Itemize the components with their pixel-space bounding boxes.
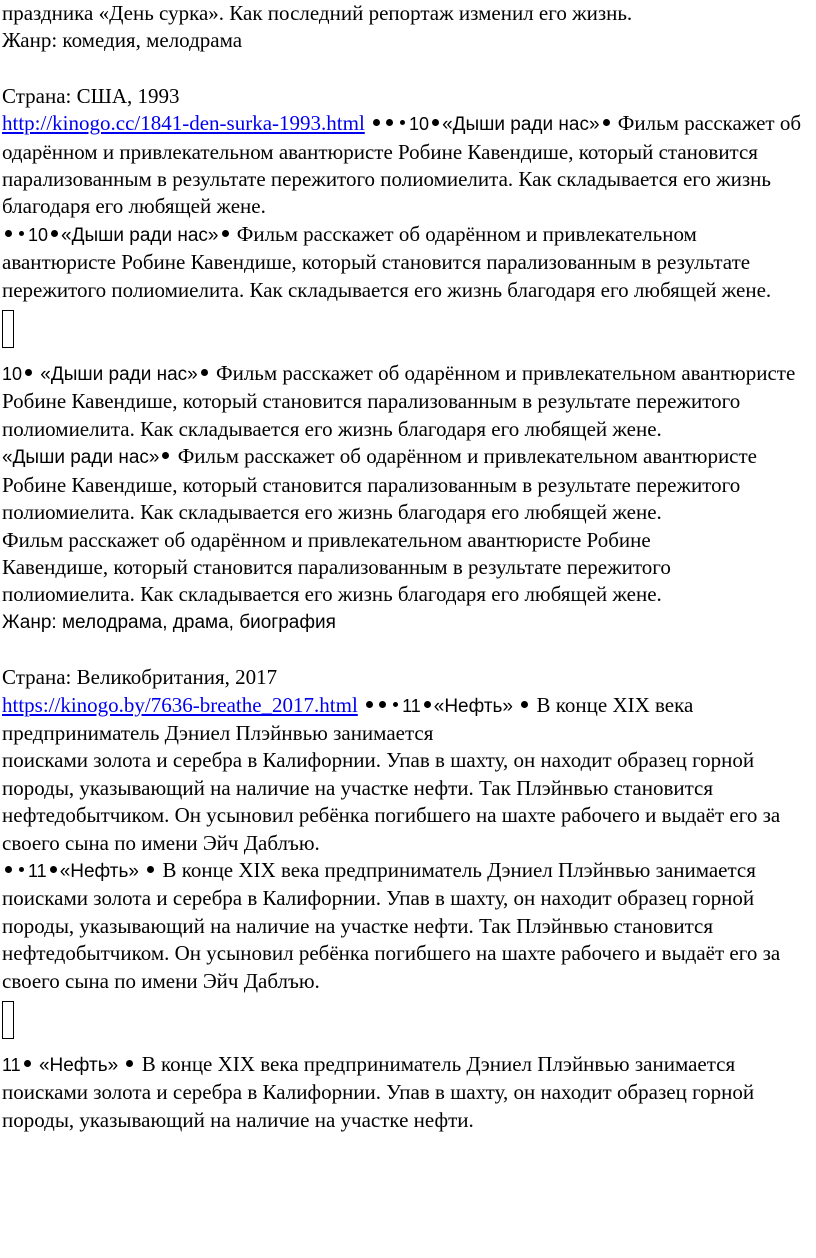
film-description: В конце XIX века предприниматель Дэниел Плэйнвью занимается поисками золота и серебра в Калифорнии. Упав в шахту, он находит образец горной породы, указывающий на наличие на участке нефти. Так Плэйнвью становится нефтедобытчиком. Он усыновил ребёнка погибшего на шахте рабочего и выдаёт его за своего сына по имени Эйч Даблъю. [2,857,781,993]
film-title: «Нефть» [433,695,513,717]
link-breathe[interactable]: https://kinogo.by/7636-breathe_2017.html [2,692,358,717]
genre-line-1: Жанр: комедия, мелодрама [2,28,243,53]
film-entry-breathe-4 [2,443,816,526]
bullet-icon [19,867,24,872]
bullet-icon [51,230,58,237]
blank-line [2,55,816,83]
bullet-icon [5,230,12,237]
film-entry-oil-1 [2,692,816,857]
film-entry-breathe-2 [2,221,816,304]
film-entry-oil-2 [2,857,816,995]
rank-number: 10 [2,364,23,385]
rank-number: 10 [28,224,49,245]
bullet-icon [5,866,12,873]
film-entry-oil-3 [2,1051,816,1134]
film-entry-breathe-1 [2,110,816,221]
bullet-icon [201,369,208,376]
link-groundhog-day[interactable]: http://kinogo.cc/1841-den-surka-1993.html [2,111,365,136]
film-title: «Нефть» [38,1055,119,1076]
film-entry-breathe-5: Фильм расскажет об одарённом и привлекательном авантюристе Робине Кавендише, который становится парализованным в результате пережитого полиомиелита. Как складывается его жизнь благодаря его любящей жене. [2,527,671,607]
bullet-icon [393,702,398,707]
bullet-icon [424,701,431,708]
film-description: Фильм расскажет об одарённом и привлекательном авантюристе Робине Кавендише, который становится парализованным в результате пережитого полиомиелита. Как складывается его жизнь благодаря его любящей жене. [2,361,796,441]
bullet-icon [432,119,439,126]
film-description-part2: поисками золота и серебра в Калифорнии. Упав в шахту, он находит образец горной породы, указывающий на наличие на участке нефти. Так Плэйнвью становится нефтедобытчиком. Он усыновил ребёнка погибшего на шахте рабочего и выдаёт его за своего сына по имени Эйч Даблъю. [2,748,781,855]
blank-line [2,636,816,664]
bullet-icon [373,119,380,126]
bullet-icon [147,866,154,873]
bullet-icon [603,119,610,126]
film-description-part1: В конце XIX века предприниматель Дэниел Плэйнвью занимается [2,692,694,745]
bullet-icon [25,369,32,376]
bullet-icon [400,120,405,125]
bullet-icon [379,701,386,708]
country-line-2: Страна: Великобритания, 2017 [2,665,278,690]
film-description: В конце XIX века предприниматель Дэниел Плэйнвью занимается поисками золота и серебра в Калифорнии. Упав в шахту, он находит образец горной породы, указывающий на наличие на участке нефти. [2,1052,755,1132]
bullet-icon [366,701,373,708]
film-title: «Дыши ради нас» [442,114,600,136]
film-title: «Нефть» [59,860,139,882]
film-title: «Дыши ради нас» [40,364,198,386]
film-title: «Дыши ради нас» [61,224,219,246]
genre-line-2: Жанр: мелодрама, драма, биография [2,611,336,633]
film-description: Фильм расскажет об одарённом и привлекательном авантюристе Робине Кавендише, который становится парализованным в результате пережитого полиомиелита. Как складывается его жизнь благодаря его любящей жене. [2,444,758,525]
rank-number: 11 [402,695,421,716]
country-line-1: Страна: США, 1993 [2,83,180,108]
bullet-icon [24,1060,31,1067]
bullet-icon [126,1060,133,1067]
bullet-icon [222,230,229,237]
bullet-icon [162,452,169,459]
bullet-icon [521,701,528,708]
empty-frame-box [2,310,14,348]
empty-frame-box [2,1001,14,1039]
bullet-icon [19,231,24,236]
paragraph-intro-end: праздника «День сурка». Как последний репортаж изменил его жизнь. [2,1,633,25]
film-description: Фильм расскажет об одарённом и привлекательном авантюристе Робине Кавендише, который становится парализованным в результате пережитого полиомиелита. Как складывается его жизнь благодаря его любящей жене. [2,111,802,219]
film-title: «Дыши ради нас» [2,447,160,469]
bullet-icon [50,866,57,873]
rank-number: 10 [409,114,430,135]
rank-number: 11 [28,860,47,881]
bullet-icon [386,119,393,126]
film-description: Фильм расскажет об одарённом и привлекательном авантюристе Робине Кавендише, который становится парализованным в результате пережитого полиомиелита. Как складывается его жизнь благодаря его любящей жене. [2,221,772,302]
film-entry-breathe-3 [2,360,816,443]
rank-number: 11 [2,1055,21,1075]
